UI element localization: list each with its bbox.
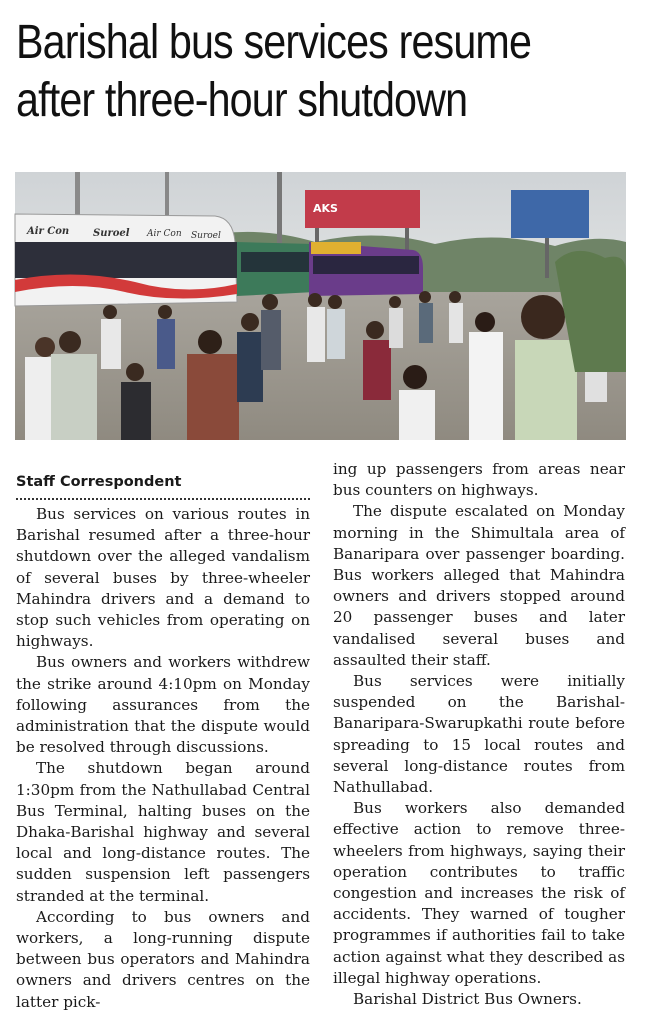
headline-line-1: Barishal bus services resume — [16, 16, 532, 69]
bus-text-2: Suroel — [93, 228, 130, 239]
paragraph-4: According to bus owners and workers, a long-running dispute between bus operators and Mahindra owners and drivers centres on the latter pick- — [16, 907, 310, 1011]
news-photo — [15, 172, 626, 440]
paragraph-1: Bus services on various routes in Barishal resumed after a three-hour shutdown over the alleged vandalism of several buses by three-wheeler Mahindra drivers and a demand to stop such vehicles from operating on highways. — [16, 505, 310, 651]
paragraph-6: Bus services were initially suspended on the Barishal-Banaripara-Swarupkathi route before spreading to 15 local routes and several long-distance routes from Nathullabad. — [333, 672, 625, 797]
paragraph-4-continued: ing up passengers from areas near bus counters on highways. — [333, 460, 625, 500]
article-column-1 — [16, 472, 310, 1013]
billboard-text: AKS — [313, 202, 338, 215]
bus-text-4: Suroel — [191, 231, 221, 241]
paragraph-8: Barishal District Bus Owners. — [353, 990, 582, 1009]
paragraph-2: Bus owners and workers withdrew the strike around 4:10pm on Monday following assurances from the administration that the dispute would be resolved through discussions. — [16, 653, 310, 757]
paragraph-7: Bus workers also demanded effective action to remove three-wheelers from highways, saying their operation contributes to traffic congestion and increases the risk of accidents. They warned of tougher programmes if authorities fail to take action against what they described as illegal highway operations. — [333, 799, 625, 987]
paragraph-3: The shutdown began around 1:30pm from the Nathullabad Central Bus Terminal, halting buses on the Dhaka-Barishal highway and several local and long-distance routes. The sudden suspension left passengers stranded at the terminal. — [16, 759, 310, 905]
paragraph-5: The dispute escalated on Monday morning in the Shimultala area of Banaripara over passenger boarding. Bus workers alleged that Mahindra owners and drivers stopped around 20 passenger buses and later vandalised several buses and assaulted their staff. — [333, 502, 625, 669]
bus-text-1: Air Con — [27, 226, 70, 237]
article-column-2 — [333, 459, 625, 1010]
byline: Staff Correspondent — [16, 472, 310, 500]
bus-text-3: Air Con — [147, 229, 182, 239]
headline — [16, 14, 549, 130]
headline-line-2: after three-hour shutdown — [16, 74, 468, 127]
bus-terminal-scene — [15, 172, 626, 440]
